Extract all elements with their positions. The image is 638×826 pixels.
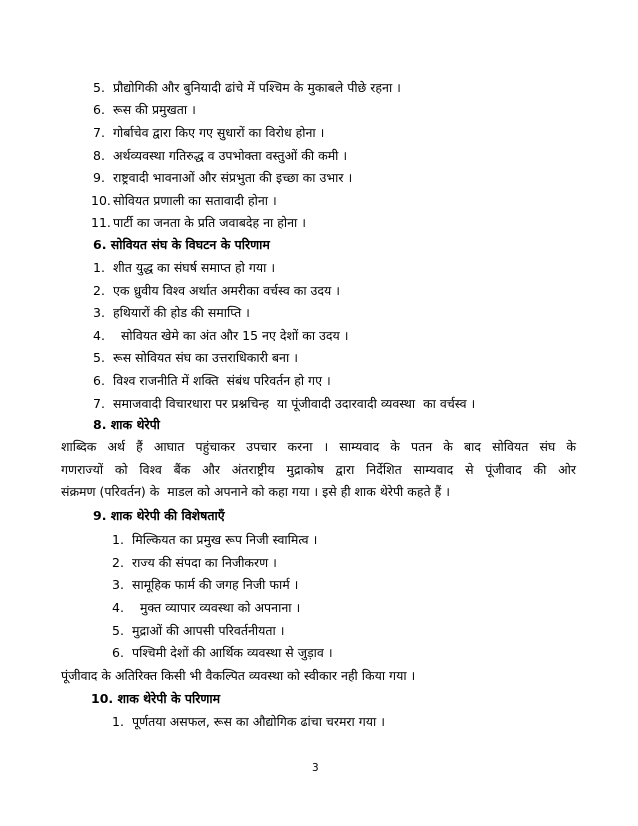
list-number: 3. bbox=[93, 305, 105, 320]
list-text: राष्ट्रवादी भावनाओं और संप्रभुता की इच्छा का उभार । bbox=[113, 170, 353, 185]
list-text: विश्व राजनीति में शक्ति संबंध परिवर्तन हो गए । bbox=[113, 373, 331, 388]
list-item bbox=[93, 147, 347, 165]
list-text: मिल्कियत का प्रमुख रूप निजी स्वामित्व । bbox=[132, 532, 318, 547]
list-item bbox=[93, 101, 196, 119]
paragraph bbox=[61, 436, 576, 504]
list-number: 6. bbox=[93, 102, 105, 117]
list-item bbox=[93, 395, 475, 413]
list-text: राज्य की संपदा का निजीकरण । bbox=[132, 555, 277, 570]
list-item bbox=[112, 554, 277, 572]
paragraph-line: गणराज्यों को विश्व बैंक और अंतराष्ट्रीय मुद्राकोष द्वारा निर्देशित साम्यवाद से पूंजीवाद की ओर bbox=[61, 461, 576, 477]
list-text: प्रौद्योगिकी और बुनियादी ढांचे में पश्चिम के मुकाबले पीछे रहना । bbox=[113, 80, 401, 95]
list-text: पार्टी का जनता के प्रति जवाबदेह ना होना । bbox=[113, 215, 306, 230]
list-text: मुक्त व्यापार व्यवस्था को अपनाना । bbox=[132, 600, 301, 615]
list-number: 11. bbox=[91, 215, 111, 230]
list-item bbox=[93, 282, 340, 300]
list-text: रूस सोवियत संघ का उत्तराधिकारी बना । bbox=[113, 350, 298, 365]
list-item bbox=[93, 372, 331, 390]
list-item bbox=[112, 531, 317, 549]
list-number: 1. bbox=[93, 260, 105, 275]
list-text: रूस की प्रमुखता । bbox=[113, 102, 196, 117]
list-text: हथियारों की होड की समाप्ति । bbox=[113, 305, 250, 320]
list-number: 3. bbox=[112, 577, 124, 592]
paragraph-line: शाब्दिक अर्थ हैं आघात पहुंचाकर उपचार करना । साम्यवाद के पतन के बाद सोवियत संघ के bbox=[61, 439, 576, 454]
list-number: 5. bbox=[93, 80, 105, 95]
list-number: 8. bbox=[93, 148, 105, 163]
list-number: 7. bbox=[93, 125, 105, 140]
list-text: एक ध्रुवीय विश्व अर्थात अमरीका वर्चस्व का उदय । bbox=[113, 283, 341, 298]
list-number: 6. bbox=[112, 645, 124, 660]
list-item bbox=[112, 713, 385, 731]
list-item bbox=[93, 304, 250, 322]
list-number: 4. bbox=[112, 600, 124, 615]
list-item bbox=[91, 214, 306, 232]
list-text: समाजवादी विचारधारा पर प्रश्नचिन्ह या पूंजीवादी उदारवादी व्यवस्था का वर्चस्व । bbox=[113, 396, 476, 411]
list-text: मुद्राओं की आपसी परिवर्तनीयता । bbox=[132, 623, 285, 638]
list-number: 5. bbox=[112, 623, 124, 638]
list-number: 2. bbox=[93, 283, 105, 298]
list-item bbox=[93, 259, 275, 277]
list-text: सोवियत प्रणाली का सतावादी होना । bbox=[113, 193, 277, 208]
list-item bbox=[93, 124, 324, 142]
section-heading: 10. शाक थेरेपी के परिणाम bbox=[91, 691, 221, 706]
list-number: 7. bbox=[93, 396, 105, 411]
list-text: पूर्णतया असफल, रूस का औद्योगिक ढांचा चरमरा गया । bbox=[132, 714, 385, 729]
list-item bbox=[112, 576, 298, 594]
list-number: 1. bbox=[112, 532, 124, 547]
list-text: शीत युद्ध का संघर्ष समाप्त हो गया । bbox=[113, 260, 276, 275]
list-item bbox=[112, 622, 284, 640]
list-number: 9. bbox=[93, 170, 105, 185]
list-item bbox=[93, 79, 401, 97]
list-number: 10. bbox=[91, 193, 111, 208]
list-item bbox=[91, 192, 277, 210]
list-item bbox=[93, 327, 349, 345]
list-number: 1. bbox=[112, 714, 124, 729]
list-number: 4. bbox=[93, 328, 105, 343]
page-number: 3 bbox=[312, 762, 319, 774]
list-text: गोर्बाचेव द्वारा किए गए सुधारों का विरोध होना । bbox=[113, 125, 325, 140]
list-number: 6. bbox=[93, 373, 105, 388]
list-text: पश्चिमी देशों की आर्थिक व्यवस्था से जुड़ाव । bbox=[132, 645, 333, 660]
section-heading: 9. शाक थेरेपी की विशेषताएँ bbox=[93, 508, 225, 523]
closing-line: पूंजीवाद के अतिरिक्त किसी भी वैकल्पित व्यवस्था को स्वीकार नही किया गया । bbox=[61, 668, 416, 683]
list-text: सामूहिक फार्म की जगह निजी फार्म । bbox=[132, 577, 299, 592]
list-item bbox=[112, 599, 300, 617]
list-text: अर्थव्यवस्था गतिरुद्ध व उपभोक्ता वस्तुओं की कमी । bbox=[113, 148, 348, 163]
list-item bbox=[112, 644, 333, 662]
list-number: 5. bbox=[93, 350, 105, 365]
list-item bbox=[93, 349, 298, 367]
list-text: सोवियत खेमे का अंत और 15 नए देशों का उदय । bbox=[113, 328, 349, 343]
list-item bbox=[93, 169, 352, 187]
section-heading: 6. सोवियत संघ के विघटन के परिणाम bbox=[93, 237, 270, 252]
list-number: 2. bbox=[112, 555, 124, 570]
paragraph-line: संक्रमण (परिवर्तन) के माडल को अपनाने को कहा गया । इसे ही शाक थेरेपी कहते हैं । bbox=[61, 484, 450, 499]
section-heading: 8. शाक थेरेपी bbox=[93, 417, 160, 432]
